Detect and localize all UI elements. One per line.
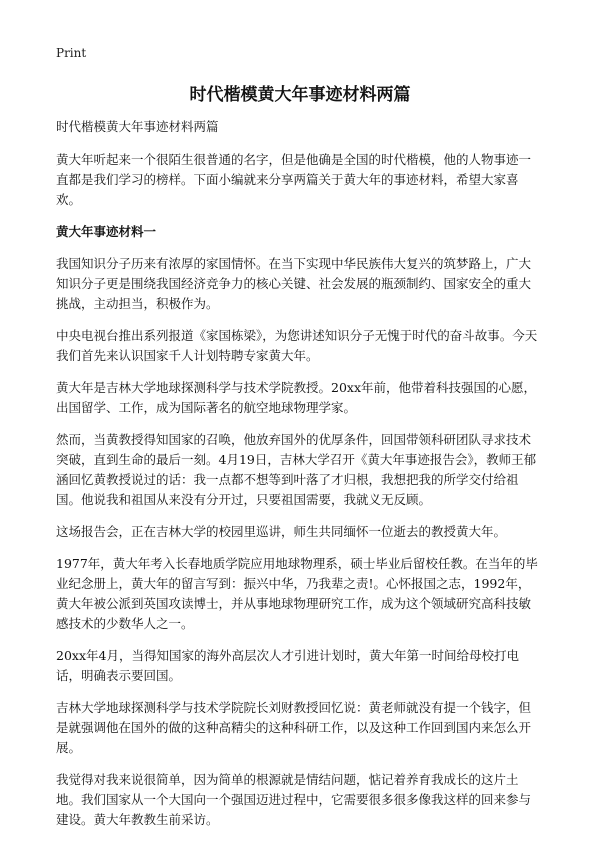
paragraph-8: 吉林大学地球探测科学与技术学院院长刘财教授回忆说：黄老师就没有提一个钱字，但是就强调他在国外的做的这种高精尖的这种科研工作，以及这种工作回到国内来怎么开展。: [56, 700, 532, 755]
article-subtitle: 时代楷模黄大年事迹材料两篇: [56, 119, 219, 134]
page-title: 时代楷模黄大年事迹材料两篇: [189, 85, 411, 105]
intro-paragraph: 黄大年听起来一个很陌生很普通的名字，但是他确是全国的时代楷模，他的人物事迹一直都是我们学习的榜样。下面小编就来分享两篇关于黄大年的事迹材料，希望大家喜欢。: [56, 152, 532, 207]
print-link[interactable]: Print: [56, 46, 87, 60]
paragraph-6: 1977年，黄大年考入长春地质学院应用地球物理系，硕士毕业后留校任教。在当年的毕业纪念册上，黄大年的留言写到：振兴中华，乃我辈之责!。心怀报国之志，1992年，黄大年被公派到英国攻读博士，并从事地球物理研究工作，成为这个领域研究高科技敏感技术的少数华人之一。: [56, 556, 538, 631]
paragraph-7: 20xx年4月，当得知国家的海外高层次人才引进计划时，黄大年第一时间给母校打电话，明确表示要回国。: [56, 648, 519, 683]
paragraph-1: 我国知识分子历来有浓厚的家国情怀。在当下实现中华民族伟大复兴的筑梦路上，广大知识分子更是围绕我国经济竞争力的核心关键、社会发展的瓶颈制约、国家安全的重大挑战，主动担当，积极作为。: [56, 256, 532, 311]
paragraph-5: 这场报告会，正在吉林大学的校园里巡讲，师生共同缅怀一位逝去的教授黄大年。: [56, 524, 507, 539]
paragraph-2: 中央电视台推出系列报道《家国栋梁》，为您讲述知识分子无愧于时代的奋斗故事。今天我们首先来认识国家千人计划特聘专家黄大年。: [56, 328, 538, 363]
section-heading: 黄大年事迹材料一: [56, 224, 157, 239]
paragraph-3: 黄大年是吉林大学地球探测科学与技术学院教授。20xx年前，他带着科技强国的心愿，出国留学、工作，成为国际著名的航空地球物理学家。: [56, 380, 537, 415]
paragraph-9: 我觉得对我来说很简单，因为简单的根源就是情结问题，惦记着养育我成长的这片土地。我们国家从一个大国向一个强国迈进过程中，它需要很多很多像我这样的回来参与建设。黄大年教教生前采访。: [56, 772, 532, 827]
paragraph-4: 然而，当黄教授得知国家的召唤，他放弃国外的优厚条件，回国带领科研团队寻求技术突破，直到生命的最后一刻。4月19日，吉林大学召开《黄大年事迹报告会》，教师王郁涵回忆黄教授说过的话：我一点都不想等到叶落了才归根，我想把我的所学交付给祖国。他说我和祖国从来没有分开过，只要祖国需要，我就义无反顾。: [56, 432, 537, 507]
article-body: [56, 117, 542, 842]
